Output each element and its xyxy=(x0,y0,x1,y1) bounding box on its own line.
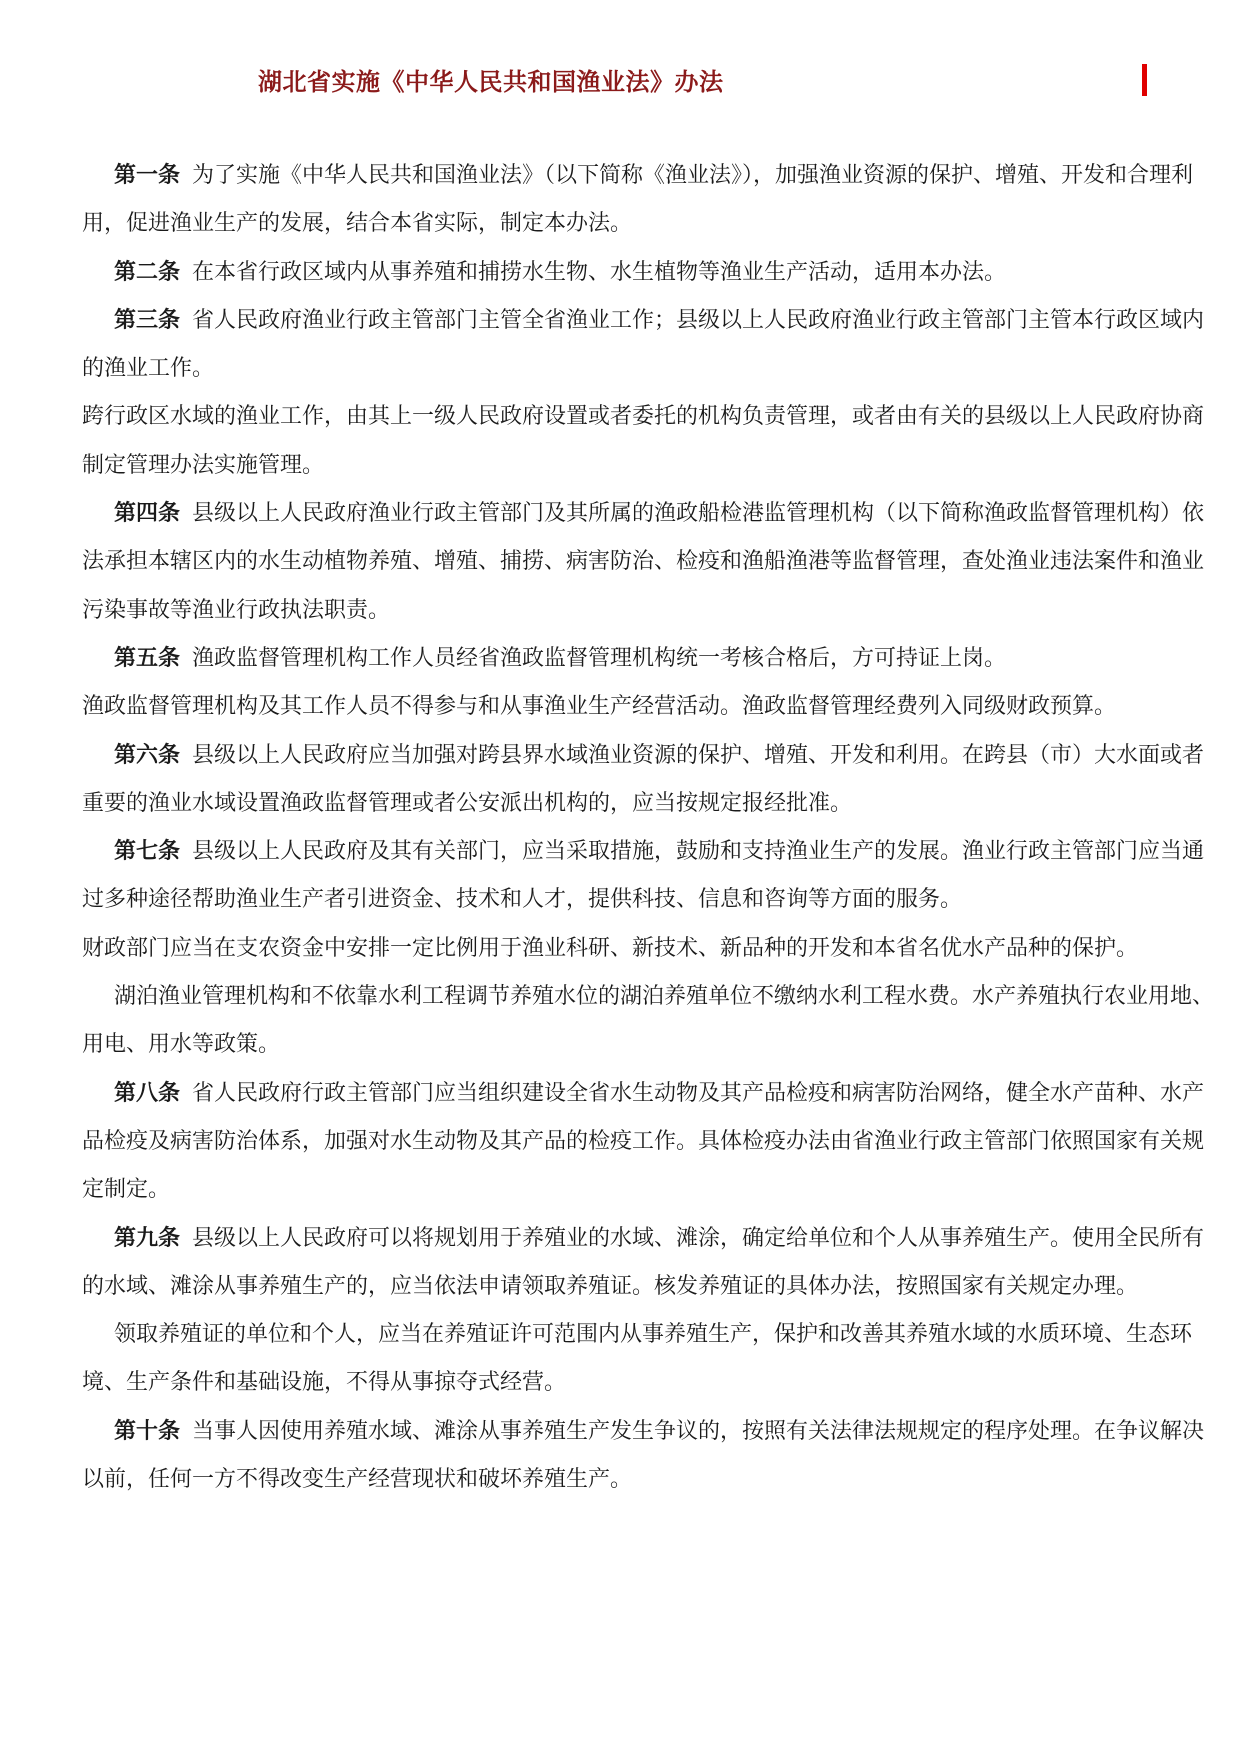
article-8 xyxy=(82,1070,1222,1215)
article-text: 在本省行政区域内从事养殖和捕捞水生物、水生植物等渔业生产活动，适用本办法。 xyxy=(192,259,1007,285)
article-7-paragraph-3 xyxy=(82,973,1222,1070)
paragraph-text: 湖泊渔业管理机构和不依靠水利工程调节养殖水位的湖泊养殖单位不缴纳水利工程水费。水产养殖执行农业用地、用电、用水等政策。 xyxy=(82,984,1215,1058)
article-text: 县级以上人民政府及其有关部门，应当采取措施，鼓励和支持渔业生产的发展。渔业行政主管部门应当通过多种途径帮助渔业生产者引进资金、技术和人才，提供科技、信息和咨询等方面的服务。 xyxy=(82,839,1205,913)
paragraph-text: 财政部门应当在支农资金中安排一定比例用于渔业科研、新技术、新品种的开发和本省名优水产品种的保护。 xyxy=(82,935,1139,961)
article-7 xyxy=(82,828,1222,925)
red-margin-mark xyxy=(1142,64,1147,96)
article-5-paragraph-2 xyxy=(82,683,1222,731)
article-3 xyxy=(82,297,1222,394)
article-7-paragraph-2 xyxy=(82,925,1222,973)
article-label: 第十条 xyxy=(114,1418,181,1444)
article-1 xyxy=(82,152,1222,249)
article-4 xyxy=(82,490,1222,635)
article-label: 第六条 xyxy=(114,742,181,768)
paragraph-text: 跨行政区水域的渔业工作，由其上一级人民政府设置或者委托的机构负责管理，或者由有关的县级以上人民政府协商制定管理办法实施管理。 xyxy=(82,404,1205,478)
article-9-paragraph-2 xyxy=(82,1311,1222,1408)
article-text: 当事人因使用养殖水域、滩涂从事养殖生产发生争议的，按照有关法律法规规定的程序处理。在争议解决以前，任何一方不得改变生产经营现状和破坏养殖生产。 xyxy=(82,1418,1205,1493)
article-text: 为了实施《中华人民共和国渔业法》（以下简称《渔业法》），加强渔业资源的保护、增殖、开发和合理利用，促进渔业生产的发展，结合本省实际，制定本办法。 xyxy=(82,163,1194,237)
article-text: 省人民政府渔业行政主管部门主管全省渔业工作；县级以上人民政府渔业行政主管部门主管本行政区域内的渔业工作。 xyxy=(82,307,1205,382)
article-3-paragraph-2 xyxy=(82,393,1222,490)
article-text: 县级以上人民政府可以将规划用于养殖业的水域、滩涂，确定给单位和个人从事养殖生产。使用全民所有的水域、滩涂从事养殖生产的，应当依法申请领取养殖证。核发养殖证的具体办法，按照国家有关规定办理。 xyxy=(82,1225,1205,1299)
article-text: 渔政监督管理机构工作人员经省渔政监督管理机构统一考核合格后，方可持证上岗。 xyxy=(192,645,1007,671)
article-text: 县级以上人民政府应当加强对跨县界水域渔业资源的保护、增殖、开发和利用。在跨县（市）大水面或者重要的渔业水域设置渔政监督管理或者公安派出机构的，应当按规定报经批准。 xyxy=(82,742,1205,816)
article-label: 第二条 xyxy=(114,259,181,285)
article-2 xyxy=(82,249,1222,297)
paragraph-text: 渔政监督管理机构及其工作人员不得参与和从事渔业生产经营活动。渔政监督管理经费列入同级财政预算。 xyxy=(82,694,1117,720)
article-text: 县级以上人民政府渔业行政主管部门及其所属的渔政船检港监管理机构（以下简称渔政监督管理机构）依法承担本辖区内的水生动植物养殖、增殖、捕捞、病害防治、检疫和渔船渔港等监督管理，查处渔业违法案件和渔业污染事故等渔业行政执法职责。 xyxy=(82,501,1205,623)
article-label: 第一条 xyxy=(114,163,181,188)
article-label: 第四条 xyxy=(114,501,181,527)
article-10 xyxy=(82,1408,1222,1505)
article-text: 省人民政府行政主管部门应当组织建设全省水生动物及其产品检疫和病害防治网络，健全水产苗种、水产品检疫及病害防治体系，加强对水生动物及其产品的检疫工作。具体检疫办法由省渔业行政主管部门依照国家有关规定制定。 xyxy=(82,1080,1205,1203)
article-label: 第五条 xyxy=(114,645,181,671)
article-label: 第九条 xyxy=(114,1225,181,1251)
article-label: 第三条 xyxy=(114,307,181,333)
article-label: 第八条 xyxy=(114,1080,181,1106)
paragraph-text: 领取养殖证的单位和个人，应当在养殖证许可范围内从事养殖生产，保护和改善其养殖水域的水质环境、生态环境、生产条件和基础设施，不得从事掠夺式经营。 xyxy=(82,1322,1193,1396)
article-9 xyxy=(82,1215,1222,1312)
document-title: 湖北省实施《中华人民共和国渔业法》办法 xyxy=(258,68,724,96)
article-6 xyxy=(82,732,1222,829)
document-body xyxy=(82,152,1222,1504)
article-5 xyxy=(82,635,1222,683)
article-label: 第七条 xyxy=(114,839,181,865)
